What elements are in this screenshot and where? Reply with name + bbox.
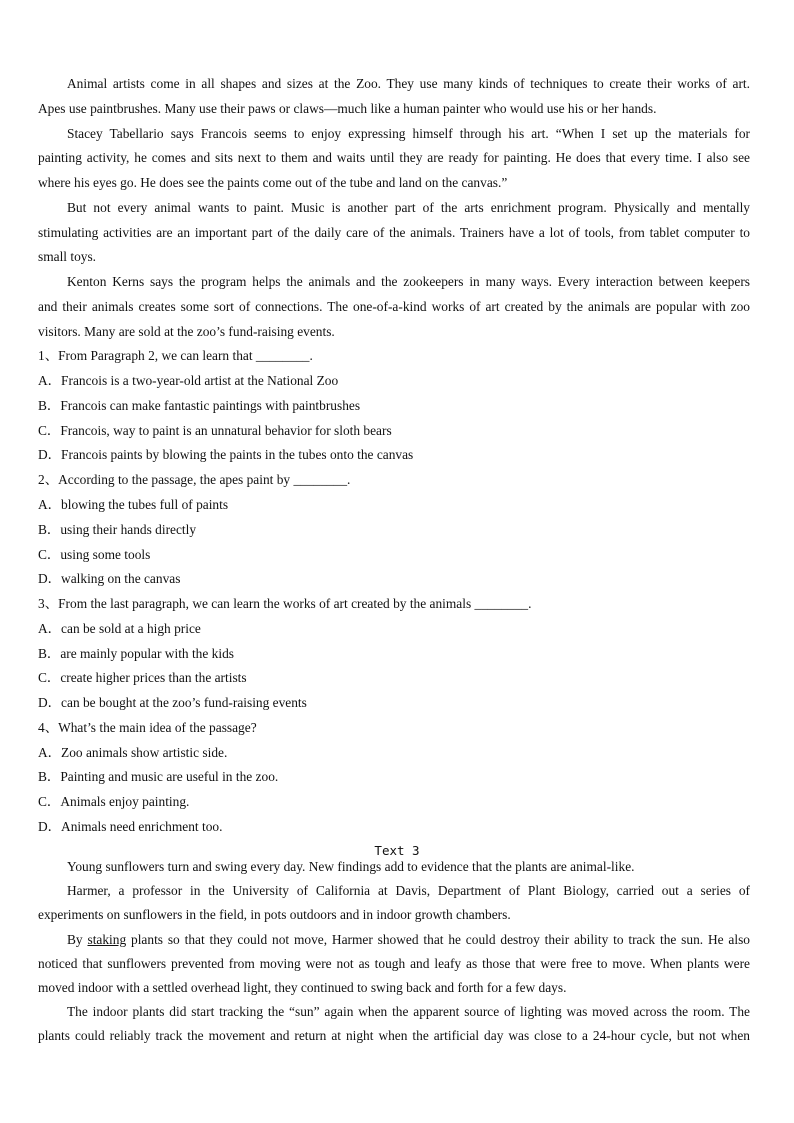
text-line: and their animals creates some sort of connections. The one-of-a-kind works of art created by the animals are popular with zoo [38, 298, 750, 314]
option-a: A．Francois is a two-year-old artist at the National Zoo [38, 373, 339, 389]
question-1 [38, 344, 750, 468]
text-line: experiments on sunflowers in the field, in pots outdoors and in indoor growth chambers. [38, 907, 511, 923]
paragraph-3 [38, 196, 750, 270]
option-a: A．can be sold at a high price [38, 620, 201, 636]
paragraph-4 [38, 270, 750, 344]
text-line: noticed that sunflowers prevented from moving were not as tough and leafy as those that were free to move. When plants were [38, 955, 750, 971]
option-d: D．walking on the canvas [38, 571, 181, 587]
underlined-word-staking: staking [87, 931, 127, 947]
text-line: The indoor plants did start tracking the “sun” again when the apparent source of lighting was moved across the room. The [67, 1004, 750, 1020]
text-line: But not every animal wants to paint. Music is another part of the arts enrichment program. Physically and mentally [67, 199, 750, 215]
option-b: B．using their hands directly [38, 521, 197, 537]
paragraph-2 [38, 122, 750, 196]
question-stem: 4、What’s the main idea of the passage? [38, 719, 257, 735]
text-line: Stacey Tabellario says Francois seems to enjoy expressing himself through his art. “When I set up the materials for [67, 125, 750, 141]
section-title-text-3: Text 3 [374, 843, 420, 858]
question-3 [38, 592, 750, 716]
text-line: plants could reliably track the movement and return at night when the artificial day was close to a 24-hour cycle, but not when [38, 1028, 750, 1044]
option-d: D．Animals need enrichment too. [38, 818, 223, 834]
text-line: moved indoor with a settled overhead light, they continued to swing back and forth for a few days. [38, 979, 567, 995]
option-c: C．using some tools [38, 546, 151, 562]
question-4 [38, 716, 750, 840]
text-line: Apes use paintbrushes. Many use their paws or claws—much like a human painter who would use his or her hands. [38, 100, 657, 116]
question-stem: 1、From Paragraph 2, we can learn that ________. [38, 348, 313, 364]
option-c: C．Animals enjoy painting. [38, 794, 190, 810]
text-3-passage [38, 855, 750, 1049]
text-line: Harmer, a professor in the University of California at Davis, Department of Plant Biology, carried out a series of [67, 883, 750, 899]
text-fragment: plants so that they could not move, Harmer showed that he could destroy their ability to track the sun. He also [126, 931, 750, 947]
text-line [38, 928, 750, 952]
option-a: A．Zoo animals show artistic side. [38, 744, 228, 760]
text-line: small toys. [38, 249, 97, 265]
option-c: C．create higher prices than the artists [38, 670, 247, 686]
text-line: Young sunflowers turn and swing every day. New findings add to evidence that the plants are animal-like. [67, 859, 635, 874]
question-2 [38, 468, 750, 592]
paragraph-1 [38, 72, 750, 122]
text-fragment: By [67, 931, 88, 947]
option-a: A．blowing the tubes full of paints [38, 497, 229, 513]
text-line: visitors. Many are sold at the zoo’s fund-raising events. [38, 323, 335, 339]
option-b: B．Francois can make fantastic paintings with paintbrushes [38, 397, 361, 413]
option-b: B．Painting and music are useful in the zoo. [38, 769, 279, 785]
question-stem: 2、According to the passage, the apes paint by ________. [38, 472, 351, 488]
text-line: Kenton Kerns says the program helps the animals and the zookeepers in many ways. Every interaction between keepers [67, 274, 750, 290]
option-c: C．Francois, way to paint is an unnatural behavior for sloth bears [38, 422, 392, 438]
option-d: D．can be bought at the zoo’s fund-raising events [38, 695, 307, 711]
text-line: Animal artists come in all shapes and sizes at the Zoo. They use many kinds of techniques to create their works of art. [67, 76, 750, 91]
text-line: stimulating activities are an important part of the daily care of the animals. Trainers have a lot of tools, from tablet computer to [38, 224, 750, 240]
text-line: painting activity, he comes and sits next to them and waits until they are ready for painting. He does that every time. I also see [38, 150, 750, 166]
passage-and-questions [38, 72, 750, 840]
option-b: B．are mainly popular with the kids [38, 645, 234, 661]
question-stem: 3、From the last paragraph, we can learn the works of art created by the animals ________. [38, 596, 532, 612]
text-line: where his eyes go. He does see the paints come out of the tube and land on the canvas.” [38, 175, 508, 191]
option-d: D．Francois paints by blowing the paints in the tubes onto the canvas [38, 447, 414, 463]
